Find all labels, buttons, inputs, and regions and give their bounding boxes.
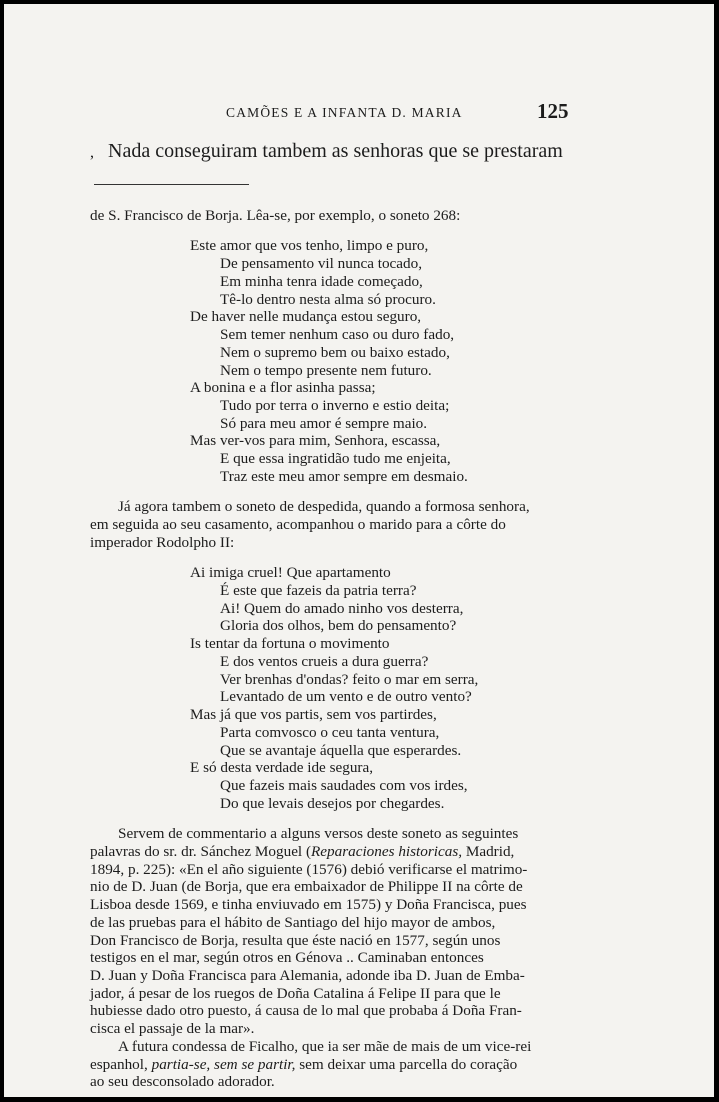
sonnet-268-line: Sem temer nenhum caso ou duro fado, (220, 326, 455, 344)
paragraph-line: cisca el passaje de la mar». (90, 1020, 255, 1038)
farewell-sonnet-line: Ai! Quem do amado ninho vos desterra, (220, 599, 464, 617)
paragraph-line: palavras do sr. dr. Sánchez Moguel (Reparaciones historicas, Madrid, (90, 842, 515, 860)
paragraph-line: imperador Rodolpho II: (90, 533, 235, 551)
sonnet-268-line: De pensamento vil nunca tocado, (220, 255, 423, 273)
sonnet-268-line: E que essa ingratidão tudo me enjeita, (220, 450, 451, 468)
sonnet-268-line: Este amor que vos tenho, limpo e puro, (190, 237, 429, 255)
paragraph-line: Já agora tambem o soneto de despedida, quando a formosa senhora, (118, 498, 530, 516)
paragraph-line: Don Francisco de Borja, resulta que éste nació en 1577, según unos (90, 931, 501, 949)
italic-phrase: partia-se, sem se partir, (151, 1055, 296, 1073)
intro-line: de S. Francisco de Borja. Lêa-se, por exemplo, o soneto 268: (90, 206, 461, 224)
page-number: 125 (537, 99, 569, 123)
sonnet-268-line: Traz este meu amor sempre em desmaio. (220, 467, 468, 485)
margin-mark: , (90, 144, 94, 161)
farewell-sonnet-line: Que fazeis mais saudades com vos irdes, (220, 776, 468, 794)
paragraph-line: 1894, p. 225): «En el año siguiente (1576) debió verificarse el matrimo- (90, 860, 528, 878)
italic-title: Reparaciones historicas, (311, 842, 463, 860)
farewell-sonnet-line: Ai imiga cruel! Que apartamento (190, 564, 391, 582)
sonnet-268-line: Só para meu amor é sempre maio. (220, 414, 428, 432)
sonnet-268-line: Nem o supremo bem ou baixo estado, (220, 343, 450, 361)
farewell-sonnet-line: Gloria dos olhos, bem do pensamento? (220, 617, 457, 635)
sonnet-268-line: Nem o tempo presente nem futuro. (220, 361, 432, 379)
paragraph-line: ao seu desconsolado adorador. (90, 1073, 275, 1091)
sonnet-268-line: Em minha tenra idade começado, (220, 272, 423, 290)
sonnet-268-line: De haver nelle mudança estou seguro, (190, 308, 422, 326)
paragraph-line: jador, á pesar de los ruegos de Doña Catalina á Felipe II para que le (90, 984, 501, 1002)
sonnet-268-line: Tê-lo dentro nesta alma só procuro. (220, 290, 436, 308)
farewell-sonnet-line: Do que levais desejos por chegardes. (220, 794, 445, 812)
farewell-sonnet-line: Mas já que vos partis, sem vos partirdes, (190, 706, 437, 724)
farewell-sonnet-line: Ver brenhas d'ondas? feito o mar em serra, (220, 670, 479, 688)
paragraph-line: espanhol, partia-se, sem se partir, sem deixar uma parcella do coração (90, 1055, 518, 1073)
paragraph-line: de las pruebas para el hábito de Santiago del hijo mayor de ambos, (90, 913, 496, 931)
paragraph-line: testigos en el mar, según otros en Génova .. Caminaban entonces (90, 949, 484, 967)
farewell-sonnet-line: E dos ventos crueis a dura guerra? (220, 652, 429, 670)
farewell-sonnet-line: Que se avantaje áquella que esperardes. (220, 741, 462, 759)
sonnet-268-line: Tudo por terra o inverno e estio deita; (220, 396, 450, 414)
paragraph-line: A futura condessa de Ficalho, que ia ser mãe de mais de um vice-rei (118, 1037, 532, 1055)
book-page (4, 4, 714, 1097)
paragraph-line: Lisboa desde 1569, e tinha enviuvado em 1575) y Doña Francisca, pues (90, 896, 527, 914)
farewell-sonnet-line: Is tentar da fortuna o movimento (190, 635, 390, 653)
sonnet-268-line: Mas ver-vos para mim, Senhora, escassa, (190, 432, 441, 450)
farewell-sonnet-line: Levantado de um vento e de outro vento? (220, 688, 472, 706)
paragraph-line: hubiesse dado otro puesto, á causa de lo mal que probaba á Doña Fran- (90, 1002, 522, 1020)
running-head: CAMÕES E A INFANTA D. MARIA (226, 105, 463, 120)
paragraph-line: D. Juan y Doña Francisca para Alemania, adonde iba D. Juan de Emba- (90, 966, 525, 984)
paragraph-line: nio de D. Juan (de Borja, que era embaixador de Philippe II na côrte de (90, 878, 523, 896)
farewell-sonnet-line: É este que fazeis da patria terra? (220, 582, 417, 600)
paragraph-line: em seguida ao seu casamento, acompanhou o marido para a côrte do (90, 516, 506, 534)
farewell-sonnet-line: Parta comvosco o ceu tanta ventura, (220, 723, 440, 741)
sonnet-268-line: A bonina e a flor asinha passa; (190, 379, 376, 397)
farewell-sonnet-line: E só desta verdade ide segura, (190, 759, 374, 777)
paragraph-line: Servem de commentario a alguns versos deste soneto as seguintes (118, 825, 519, 843)
horizontal-rule (94, 184, 249, 185)
title-line: Nada conseguiram tambem as senhoras que se prestaram (108, 140, 563, 162)
